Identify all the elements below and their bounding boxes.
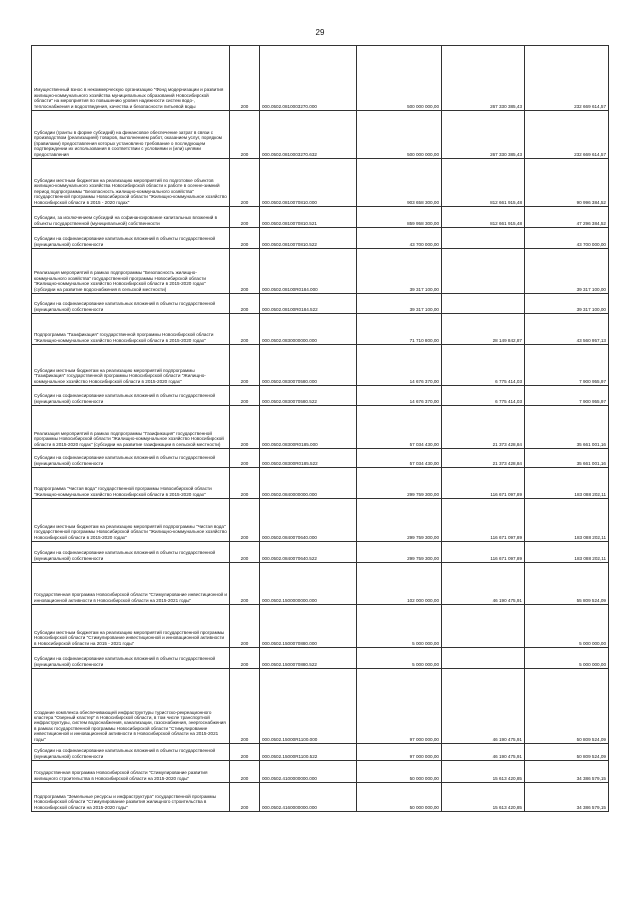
row-executed-amount: 267 330 385,43 — [442, 111, 525, 159]
row-executed-amount — [442, 648, 525, 669]
table-row — [32, 605, 609, 648]
row-line-code: 200 — [230, 648, 260, 669]
row-budget-code: 000.0502.0810070810.522 — [260, 228, 357, 249]
table-row — [32, 111, 609, 159]
row-line-code: 200 — [230, 605, 260, 648]
page-number: 29 — [315, 28, 325, 37]
row-unexecuted-amount: 43 700 000,00 — [525, 228, 609, 249]
row-approved-amount: 43 700 000,00 — [357, 228, 442, 249]
row-executed-amount — [442, 228, 525, 249]
row-approved-amount: 5 000 000,00 — [357, 605, 442, 648]
row-budget-code: 000.0502.08300R0185.522 — [260, 449, 357, 468]
row-description: Государственная программа Новосибирской области "Стимулирование развития жилищного строительства в Новосибирской области на 2015-2020 годы" — [32, 761, 230, 783]
row-budget-code: 000.0502.1500070880.522 — [260, 648, 357, 669]
table-body — [32, 46, 609, 812]
table-row — [32, 386, 609, 406]
row-executed-amount: 46 190 475,91 — [442, 669, 525, 744]
row-budget-code: 000.0502.1500070880.000 — [260, 605, 357, 648]
row-executed-amount: 116 671 097,89 — [442, 499, 525, 542]
table-row — [32, 345, 609, 386]
table-row — [32, 744, 609, 761]
row-description: Субсидии, за исключением субсидий на софинансирование капитальных вложений в объекты государственной (муниципальной) собственности — [32, 207, 230, 228]
row-description: Реализация мероприятий в рамках подпрограммы "Газификация" государственной программы Новосибирской области "Жилищно-коммунальное хозяйство Новосибирской области в 2015-2020 годах" (субсидии на развитие газификации в сельской местности) — [32, 406, 230, 449]
row-unexecuted-amount: 50 809 524,09 — [525, 744, 609, 761]
row-unexecuted-amount: 50 809 524,09 — [525, 669, 609, 744]
row-line-code: 200 — [230, 542, 260, 563]
row-executed-amount: 812 661 915,48 — [442, 207, 525, 228]
row-unexecuted-amount: 34 386 579,15 — [525, 783, 609, 812]
row-line-code: 200 — [230, 345, 260, 386]
row-approved-amount: 39 317 100,00 — [357, 294, 442, 314]
table-row — [32, 563, 609, 605]
row-description: Субсидии на софинансирование капитальных вложений в объекты государственной (муниципальной) собственности — [32, 294, 230, 314]
table-row — [32, 294, 609, 314]
row-description: Субсидии на софинансирование капитальных вложений в объекты государственной (муниципальной) собственности — [32, 542, 230, 563]
row-budget-code: 000.0502.08100R0184.000 — [260, 249, 357, 294]
row-unexecuted-amount: 55 809 524,09 — [525, 563, 609, 605]
row-budget-code: 000.0502.15000R1100.000 — [260, 669, 357, 744]
row-description: Подпрограмма "Чистая вода" государственной программы Новосибирской области "Жилищно-коммунальное хозяйство Новосибирской области в 2015-2020 годах" — [32, 468, 230, 499]
row-budget-code: 000.0502.08100R0184.522 — [260, 294, 357, 314]
row-budget-code: 000.0502.08300R0185.000 — [260, 406, 357, 449]
row-line-code: 200 — [230, 386, 260, 406]
row-executed-amount: 21 373 428,84 — [442, 449, 525, 468]
row-executed-amount — [442, 294, 525, 314]
row-budget-code: 000.0502.0810070810.000 — [260, 159, 357, 207]
row-unexecuted-amount: 43 560 957,13 — [525, 314, 609, 345]
row-approved-amount: 50 000 000,00 — [357, 761, 442, 783]
row-executed-amount: 21 373 428,84 — [442, 406, 525, 449]
row-line-code: 200 — [230, 449, 260, 468]
table-row — [32, 406, 609, 449]
row-budget-code: 000.0502.0840070640.000 — [260, 499, 357, 542]
row-approved-amount: 14 676 370,00 — [357, 386, 442, 406]
table-row — [32, 46, 609, 111]
row-budget-code: 000.0502.0810003270.000 — [260, 46, 357, 111]
row-description: Субсидии местным бюджетам на реализацию мероприятий по подготовке объектов жилищно-коммунального хозяйства Новосибирской области к работе в осенне-зимний период подпрограммы "Безопасность жилищно-коммунального хозяйства" государственной программы Новосибирской области "Жилищно-коммунальное хозяйство Новосибирской области в 2015 - 2020 годах" — [32, 159, 230, 207]
row-budget-code: 000.0502.0840000000.000 — [260, 468, 357, 499]
table-row — [32, 761, 609, 783]
row-budget-code: 000.0502.4100000000.000 — [260, 761, 357, 783]
row-executed-amount: 28 149 842,87 — [442, 314, 525, 345]
row-approved-amount: 299 759 300,00 — [357, 499, 442, 542]
row-executed-amount: 15 613 420,85 — [442, 761, 525, 783]
row-budget-code: 000.0502.0830070580.522 — [260, 386, 357, 406]
row-unexecuted-amount: 232 669 614,57 — [525, 46, 609, 111]
row-unexecuted-amount: 7 900 955,97 — [525, 345, 609, 386]
row-executed-amount: 46 190 475,91 — [442, 744, 525, 761]
row-executed-amount: 46 190 475,91 — [442, 563, 525, 605]
row-line-code: 200 — [230, 783, 260, 812]
table-row — [32, 468, 609, 499]
row-unexecuted-amount: 90 996 384,52 — [525, 159, 609, 207]
row-description: Создание комплекса обеспечивающей инфраструктуры туристско-рекреационного кластера "Озерный кластер" в Новосибирской области, в том числе транспортной инфраструктуры, систем водоснабжения, канализации, газоснабжения, энергоснабжения в рамках государственной программы Новосибирской области "Стимулирование инвестиционной и инновационной активности в Новосибирской области на 2015-2021 годы" — [32, 669, 230, 744]
row-executed-amount: 267 330 385,43 — [442, 46, 525, 111]
row-budget-code: 000.0502.0840070640.522 — [260, 542, 357, 563]
row-line-code: 200 — [230, 294, 260, 314]
row-budget-code: 000.0502.0830000000.000 — [260, 314, 357, 345]
row-executed-amount — [442, 605, 525, 648]
row-description: Субсидии на софинансирование капитальных вложений в объекты государственной (муниципальной) собственности — [32, 386, 230, 406]
row-unexecuted-amount: 35 661 001,16 — [525, 406, 609, 449]
table-row — [32, 783, 609, 812]
row-description: Субсидии на софинансирование капитальных вложений в объекты государственной (муниципальной) собственности — [32, 744, 230, 761]
row-approved-amount: 57 034 430,00 — [357, 406, 442, 449]
row-description: Субсидии местным бюджетам на реализацию мероприятий государственной программы Новосибирской области "Стимулирование инвестиционной и инновационной активности в Новосибирской области на 2015 - 2021 годы" — [32, 605, 230, 648]
table-row — [32, 228, 609, 249]
row-line-code: 200 — [230, 111, 260, 159]
row-description: Подпрограмма "Газификация" государственной программы Новосибирской области "Жилищно-коммунальное хозяйство Новосибирской области в 2015-2020 годах" — [32, 314, 230, 345]
row-line-code: 200 — [230, 228, 260, 249]
row-line-code: 200 — [230, 669, 260, 744]
row-description: Субсидии на софинансирование капитальных вложений в объекты государственной (муниципальной) собственности — [32, 449, 230, 468]
table-row — [32, 159, 609, 207]
row-line-code: 200 — [230, 761, 260, 783]
row-line-code: 200 — [230, 207, 260, 228]
row-executed-amount: 116 671 097,89 — [442, 542, 525, 563]
table-row — [32, 648, 609, 669]
row-budget-code: 000.0502.1500000000.000 — [260, 563, 357, 605]
table-row — [32, 314, 609, 345]
row-approved-amount: 102 000 000,00 — [357, 563, 442, 605]
table-row — [32, 207, 609, 228]
row-approved-amount: 500 000 000,00 — [357, 46, 442, 111]
row-budget-code: 000.0502.0830070580.000 — [260, 345, 357, 386]
row-approved-amount: 97 000 000,00 — [357, 669, 442, 744]
row-executed-amount: 812 661 915,48 — [442, 159, 525, 207]
row-unexecuted-amount: 5 000 000,00 — [525, 648, 609, 669]
table-row — [32, 449, 609, 468]
table-row — [32, 542, 609, 563]
row-description: Подпрограмма "Земельные ресурсы и инфраструктура" государственной программы Новосибирской области "Стимулирование развития жилищного строительства в Новосибирской области на 2015-2020 годы" — [32, 783, 230, 812]
row-executed-amount: 6 775 414,03 — [442, 345, 525, 386]
budget-execution-table — [31, 45, 609, 812]
row-unexecuted-amount: 39 317 100,00 — [525, 294, 609, 314]
row-description: Реализация мероприятий в рамках подпрограммы "Безопасность жилищно-коммунального хозяйства" государственной программы Новосибирской области "Жилищно-коммунальное хозяйство Новосибирской области в 2015-2020 годах" (субсидии на развитие водоснабжения в сельской местности) — [32, 249, 230, 294]
row-approved-amount: 500 000 000,00 — [357, 111, 442, 159]
row-description: Субсидии местным бюджетам на реализацию мероприятий подпрограммы "Газификация" государственной программы Новосибирской области "Жилищно-коммунальное хозяйство Новосибирской области в 2015-2020 годах" — [32, 345, 230, 386]
row-unexecuted-amount: 183 088 202,11 — [525, 499, 609, 542]
row-description: Субсидии (гранты в форме субсидий) на финансовое обеспечение затрат в связи с производством (реализацией) товаров, выполнением работ, оказанием услуг, порядком (правилами) предоставления которых установлено требование о последующем подтверждении их использования в соответствии с условиями и (или) целями предоставления — [32, 111, 230, 159]
row-approved-amount: 299 759 300,00 — [357, 542, 442, 563]
row-unexecuted-amount: 183 088 202,11 — [525, 542, 609, 563]
row-executed-amount: 116 671 097,89 — [442, 468, 525, 499]
row-approved-amount: 39 317 100,00 — [357, 249, 442, 294]
row-description: Субсидии местным бюджетам на реализацию мероприятий подпрограммы "Чистая вода" государственной программы Новосибирской области "Жилищно-коммунальное хозяйство Новосибирской области в 2015-2020 годах" — [32, 499, 230, 542]
row-budget-code: 000.0502.15000R1100.522 — [260, 744, 357, 761]
row-approved-amount: 71 710 800,00 — [357, 314, 442, 345]
row-executed-amount: 6 775 414,03 — [442, 386, 525, 406]
row-budget-code: 000.0502.0810070810.521 — [260, 207, 357, 228]
row-line-code: 200 — [230, 159, 260, 207]
row-line-code: 200 — [230, 249, 260, 294]
row-unexecuted-amount: 183 088 202,11 — [525, 468, 609, 499]
row-unexecuted-amount: 47 296 384,52 — [525, 207, 609, 228]
row-budget-code: 000.0502.4160000000.000 — [260, 783, 357, 812]
row-line-code: 200 — [230, 499, 260, 542]
row-description: Государственная программа Новосибирской области "Стимулирование инвестиционной и инновационной активности в Новосибирской области на 2015-2021 годы" — [32, 563, 230, 605]
row-line-code: 200 — [230, 744, 260, 761]
row-unexecuted-amount: 5 000 000,00 — [525, 605, 609, 648]
row-line-code: 200 — [230, 563, 260, 605]
row-line-code: 200 — [230, 468, 260, 499]
row-approved-amount: 57 034 430,00 — [357, 449, 442, 468]
row-approved-amount: 14 676 370,00 — [357, 345, 442, 386]
row-budget-code: 000.0502.0810003270.632 — [260, 111, 357, 159]
table-row — [32, 249, 609, 294]
table-row — [32, 669, 609, 744]
row-unexecuted-amount: 232 669 614,57 — [525, 111, 609, 159]
row-description: Субсидии на софинансирование капитальных вложений в объекты государственной (муниципальной) собственности — [32, 648, 230, 669]
row-approved-amount: 903 658 300,00 — [357, 159, 442, 207]
row-unexecuted-amount: 39 317 100,00 — [525, 249, 609, 294]
row-executed-amount — [442, 249, 525, 294]
row-line-code: 200 — [230, 46, 260, 111]
row-description: Субсидии на софинансирование капитальных вложений в объекты государственной (муниципальной) собственности — [32, 228, 230, 249]
row-unexecuted-amount: 7 900 955,97 — [525, 386, 609, 406]
row-description: Имущественный взнос в некоммерческую организацию "Фонд модернизации и развития жилищно-коммунального хозяйства муниципальных образований Новосибирской области" на мероприятия по повышению уровня надежности систем водо-, теплоснабжения и водоотведения, качества и безопасности питьевой воды — [32, 46, 230, 111]
row-approved-amount: 859 958 300,00 — [357, 207, 442, 228]
table-row — [32, 499, 609, 542]
row-line-code: 200 — [230, 406, 260, 449]
row-approved-amount: 299 759 300,00 — [357, 468, 442, 499]
row-unexecuted-amount: 34 386 579,15 — [525, 761, 609, 783]
row-approved-amount: 50 000 000,00 — [357, 783, 442, 812]
row-approved-amount: 97 000 000,00 — [357, 744, 442, 761]
row-approved-amount: 5 000 000,00 — [357, 648, 442, 669]
row-executed-amount: 15 613 420,85 — [442, 783, 525, 812]
row-unexecuted-amount: 35 661 001,16 — [525, 449, 609, 468]
row-line-code: 200 — [230, 314, 260, 345]
